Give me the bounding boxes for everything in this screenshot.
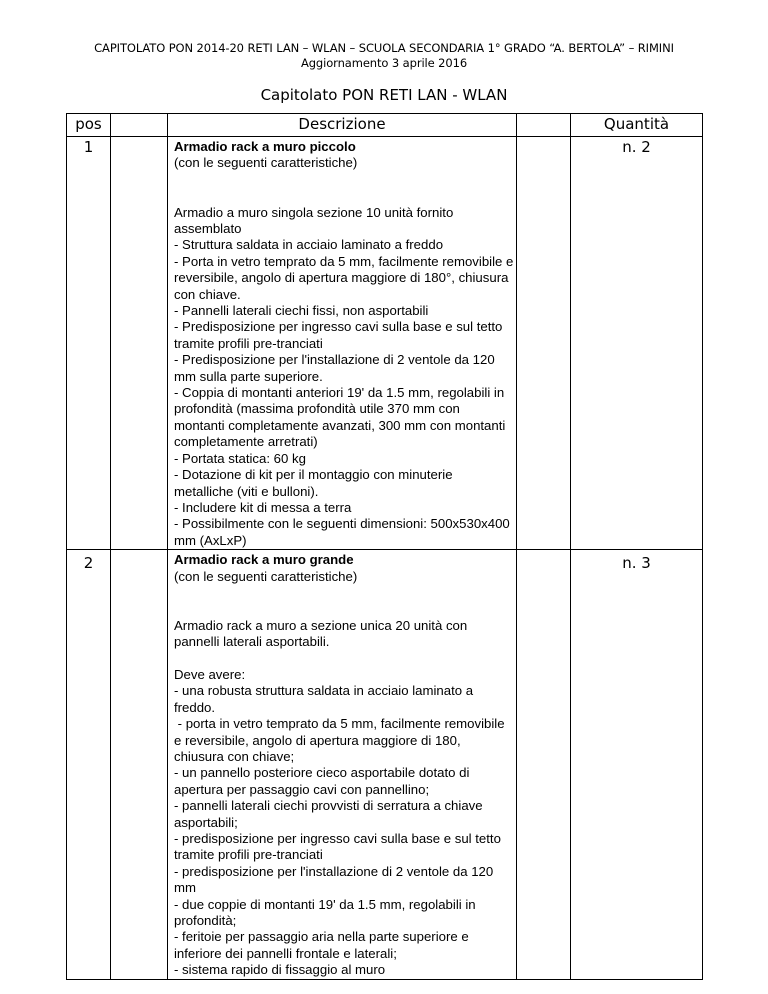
- row-quantity: n. 3: [571, 550, 703, 980]
- spec-line: - Possibilmente con le seguenti dimensioni: 500x530x400 mm (AxLxP): [174, 516, 514, 548]
- spec-line: - Includere kit di messa a terra: [174, 499, 352, 515]
- table-row: [67, 137, 703, 550]
- spec-line: - predisposizione per ingresso cavi sulla base e sul tetto tramite profili pre-tranciati: [174, 831, 505, 863]
- table-row: [67, 550, 703, 980]
- spec-lead: Deve avere:: [174, 666, 246, 682]
- item-title: Armadio rack a muro piccolo: [174, 139, 356, 154]
- header-desc: Descrizione: [168, 114, 517, 137]
- spec-line: - Dotazione di kit per il montaggio con minuterie metalliche (viti e bulloni).: [174, 467, 457, 499]
- row-description: [168, 550, 517, 980]
- row-pos: 2: [67, 550, 111, 980]
- spec-line: - una robusta struttura saldata in acciaio laminato a freddo.: [174, 683, 477, 715]
- spec-line: - Struttura saldata in acciaio laminato a freddo: [174, 237, 444, 253]
- spec-line: - un pannello posteriore cieco asportabile dotato di apertura per passaggio cavi con pannellino;: [174, 765, 474, 797]
- spec-line: - Portata statica: 60 kg: [174, 450, 306, 466]
- spec-line: - Coppia di montanti anteriori 19' da 1.5 mm, regolabili in profondità (massima profondità utile 370 mm con montanti completamente avanzati, 300 mm con montanti completamente arretrati): [174, 385, 509, 450]
- spec-line: - Pannelli laterali ciechi fissi, non asportabili: [174, 303, 429, 319]
- row-quantity: n. 2: [571, 137, 703, 550]
- row-gap-2: [517, 550, 571, 980]
- spec-line: - feritoie per passaggio aria nella parte superiore e inferiore dei pannelli frontale e laterali;: [174, 929, 473, 961]
- row-gap: [111, 550, 168, 980]
- table-header-row: [67, 114, 703, 137]
- header-pos: pos: [67, 114, 111, 137]
- header-qty: Quantità: [571, 114, 703, 137]
- spec-line: - sistema rapido di fissaggio al muro: [174, 962, 386, 978]
- spec-line: - Predisposizione per l'installazione di 2 ventole da 120 mm sulla parte superiore.: [174, 352, 499, 384]
- header-gap: [111, 114, 168, 137]
- spec-line: - due coppie di montanti 19' da 1.5 mm, regolabili in profondità;: [174, 896, 480, 929]
- spec-line: - Predisposizione per ingresso cavi sulla base e sul tetto tramite profili pre-tranciati: [174, 319, 507, 351]
- spec-line: - pannelli laterali ciechi provvisti di serratura a chiave asportabili;: [174, 798, 487, 830]
- page-title: Capitolato PON RETI LAN - WLAN: [260, 86, 508, 104]
- spec-intro: Armadio rack a muro a sezione unica 20 unità con pannelli laterali asportabili.: [174, 617, 471, 650]
- item-subtitle: (con le seguenti caratteristiche): [174, 155, 358, 171]
- row-gap: [111, 137, 168, 550]
- header-line-1: CAPITOLATO PON 2014-20 RETI LAN – WLAN – SCUOLA SECONDARIA 1° GRADO “A. BERTOLA” – RIMINI: [94, 41, 674, 55]
- header-line-2: Aggiornamento 3 aprile 2016: [300, 56, 468, 70]
- header-gap-2: [517, 114, 571, 137]
- item-subtitle: (con le seguenti caratteristiche): [174, 568, 358, 584]
- spec-line: - Porta in vetro temprato da 5 mm, facilmente removibile e reversibile, angolo di apertura maggiore di 180°, chiusura con chiave.: [174, 253, 518, 302]
- spec-line: Armadio a muro singola sezione 10 unità fornito assemblato: [174, 204, 457, 237]
- spec-table: [66, 113, 703, 980]
- page-header: [0, 41, 768, 71]
- row-gap-2: [517, 137, 571, 550]
- item-title: Armadio rack a muro grande: [174, 552, 354, 568]
- spec-line: - porta in vetro temprato da 5 mm, facilmente removibile e reversibile, angolo di apertura maggiore di 180, chiusura con chiave;: [174, 716, 509, 764]
- spec-line: - predisposizione per l'installazione di 2 ventole da 120 mm: [174, 863, 497, 896]
- row-pos: 1: [67, 137, 111, 550]
- row-description: [168, 137, 517, 550]
